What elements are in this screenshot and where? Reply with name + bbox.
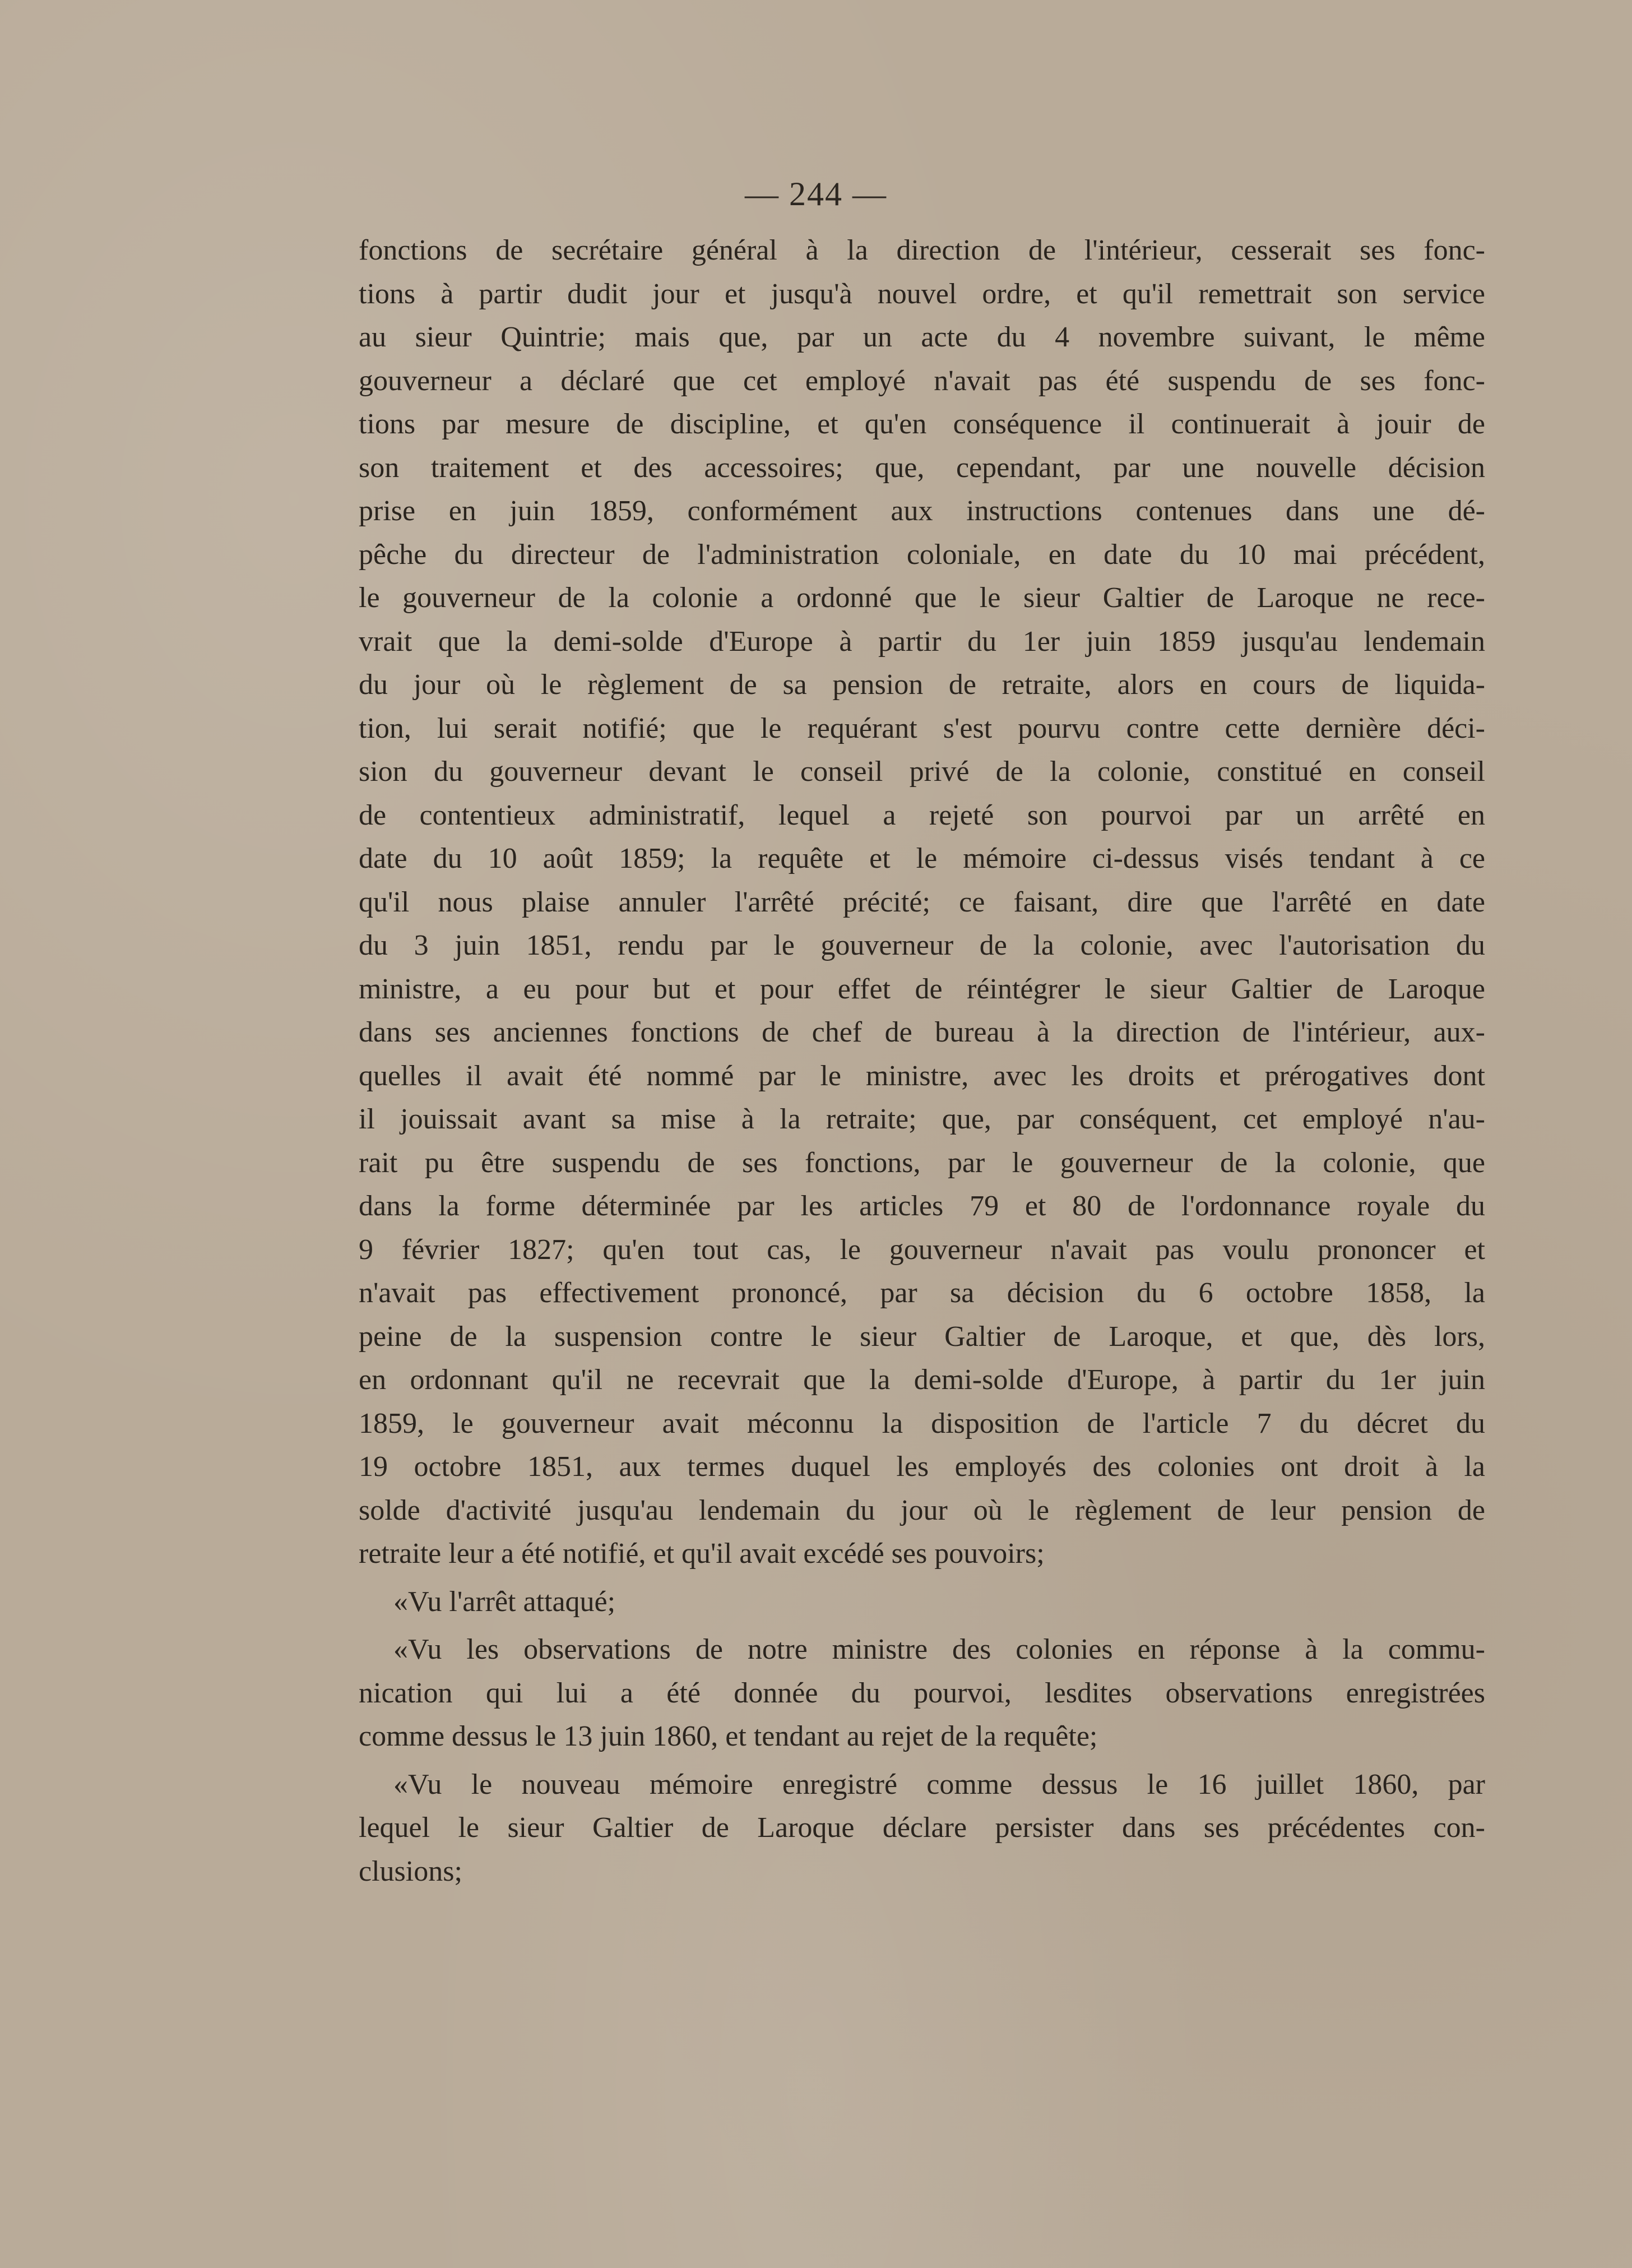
text-line: comme dessus le 13 juin 1860, et tendant au rejet de la requête; — [359, 1720, 1098, 1752]
body-text — [359, 229, 1485, 1893]
text-line: vrait que la demi-solde d'Europe à partir du 1er juin 1859 jusqu'au lendemain — [359, 625, 1485, 658]
text-line: prise en juin 1859, conformément aux instructions contenues dans une dé- — [359, 495, 1485, 527]
text-line: pêche du directeur de l'administration coloniale, en date du 10 mai précédent, — [359, 538, 1485, 571]
text-line: «Vu l'arrêt attaqué; — [393, 1585, 616, 1618]
paragraph-gap — [359, 1758, 1485, 1763]
text-line: de contentieux administratif, lequel a rejeté son pourvoi par un arrêté en — [359, 799, 1485, 831]
text-line: fonctions de secrétaire général à la direction de l'intérieur, cesserait ses fonc- — [359, 234, 1485, 266]
text-line: tions à partir dudit jour et jusqu'à nouvel ordre, et qu'il remettrait son service — [359, 277, 1485, 310]
text-line: qu'il nous plaise annuler l'arrêté précité; ce faisant, dire que l'arrêté en date — [359, 886, 1485, 918]
text-line: dans la forme déterminée par les articles 79 et 80 de l'ordonnance royale du — [359, 1190, 1485, 1222]
paragraph — [359, 1580, 1485, 1624]
text-line: dans ses anciennes fonctions de chef de bureau à la direction de l'intérieur, aux- — [359, 1016, 1485, 1048]
text-line: le gouverneur de la colonie a ordonné que le sieur Galtier de Laroque ne rece- — [359, 582, 1485, 614]
main-paragraph — [359, 229, 1485, 1576]
text-line: au sieur Quintrie; mais que, par un acte du 4 novembre suivant, le même — [359, 321, 1485, 353]
text-line: il jouissait avant sa mise à la retraite; que, par conséquent, cet employé n'au- — [359, 1103, 1485, 1135]
text-line: 9 février 1827; qu'en tout cas, le gouverneur n'avait pas voulu prononcer et — [359, 1233, 1485, 1266]
paragraph-gap — [359, 1623, 1485, 1628]
text-line: 1859, le gouverneur avait méconnu la disposition de l'article 7 du décret du — [359, 1407, 1485, 1440]
text-line: «Vu le nouveau mémoire enregistré comme dessus le 16 juillet 1860, par — [393, 1768, 1485, 1800]
paragraph — [359, 1763, 1485, 1894]
paragraph — [359, 1628, 1485, 1758]
text-line: «Vu les observations de notre ministre des colonies en réponse à la commu- — [393, 1633, 1485, 1665]
text-line: tion, lui serait notifié; que le requérant s'est pourvu contre cette dernière déci- — [359, 712, 1485, 744]
text-line: sion du gouverneur devant le conseil privé de la colonie, constitué en conseil — [359, 756, 1485, 788]
text-line: nication qui lui a été donnée du pourvoi, lesdites observations enregistrées — [359, 1677, 1485, 1709]
page-number: — 244 — — [745, 175, 887, 212]
text-line: date du 10 août 1859; la requête et le mémoire ci-dessus visés tendant à ce — [359, 843, 1485, 874]
text-line: retraite leur a été notifié, et qu'il avait excédé ses pouvoirs; — [359, 1538, 1045, 1570]
text-line: du 3 juin 1851, rendu par le gouverneur de la colonie, avec l'autorisation du — [359, 929, 1485, 961]
text-line: clusions; — [359, 1855, 462, 1887]
paragraph-gap — [359, 1576, 1485, 1580]
text-line: ministre, a eu pour but et pour effet de réintégrer le sieur Galtier de Laroque — [359, 973, 1485, 1005]
text-line: gouverneur a déclaré que cet employé n'avait pas été suspendu de ses fonc- — [359, 364, 1485, 397]
text-line: rait pu être suspendu de ses fonctions, par le gouverneur de la colonie, que — [359, 1146, 1485, 1179]
text-line: tions par mesure de discipline, et qu'en conséquence il continuerait à jouir de — [359, 408, 1485, 440]
text-line: 19 octobre 1851, aux termes duquel les employés des colonies ont droit à la — [359, 1451, 1485, 1483]
text-line: son traitement et des accessoires; que, cependant, par une nouvelle décision — [359, 451, 1485, 484]
text-line: n'avait pas effectivement prononcé, par sa décision du 6 octobre 1858, la — [359, 1277, 1485, 1309]
text-line: en ordonnant qu'il ne recevrait que la demi-solde d'Europe, à partir du 1er juin — [359, 1364, 1485, 1396]
vu-paragraphs — [359, 1576, 1485, 1894]
text-line: du jour où le règlement de sa pension de retraite, alors en cours de liquida- — [359, 669, 1485, 701]
text-line: quelles il avait été nommé par le ministre, avec les droits et prérogatives dont — [359, 1059, 1485, 1092]
text-line: solde d'activité jusqu'au lendemain du jour où le règlement de leur pension de — [359, 1494, 1485, 1526]
text-line: lequel le sieur Galtier de Laroque déclare persister dans ses précédentes con- — [359, 1812, 1485, 1844]
text-line: peine de la suspension contre le sieur Galtier de Laroque, et que, dès lors, — [359, 1320, 1485, 1353]
